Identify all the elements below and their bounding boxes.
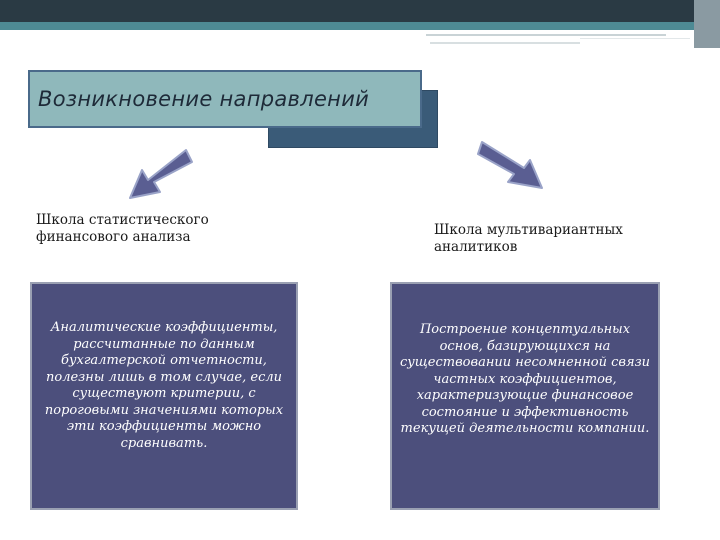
- decorative-line: [580, 38, 690, 39]
- branch-heading-multivariate: Школа мультивариантных аналитиков: [434, 222, 623, 255]
- top-accent-stripe: [0, 22, 720, 30]
- arrow-down-left-icon: [124, 142, 194, 204]
- description-text: Аналитические коэффициенты, рассчитанные по данным бухгалтерской отчетности, полезны лишь в том случае, если существуют критерии, с пороговыми значениями которых эти коэффициенты можно сравнивать.: [44, 320, 284, 451]
- description-text: Построение концептуальных основ, базирующихся на существовании несомненной связи частных коэффициентов, характеризующие финансовое состояние и эффективность текущей деятельности компании.: [399, 322, 651, 436]
- title-box: [28, 70, 422, 128]
- description-panel-statistical: [30, 282, 298, 510]
- slide-title: Возникновение направлений: [38, 87, 370, 111]
- decorative-line: [426, 34, 666, 36]
- branch-heading-statistical: Школа статистического финансового анализа: [36, 212, 209, 245]
- top-corner-block: [694, 0, 720, 48]
- arrow-down-right-icon: [474, 132, 550, 194]
- description-panel-multivariate: [390, 282, 660, 510]
- top-decorative-bar: [0, 0, 720, 22]
- decorative-line: [430, 42, 580, 44]
